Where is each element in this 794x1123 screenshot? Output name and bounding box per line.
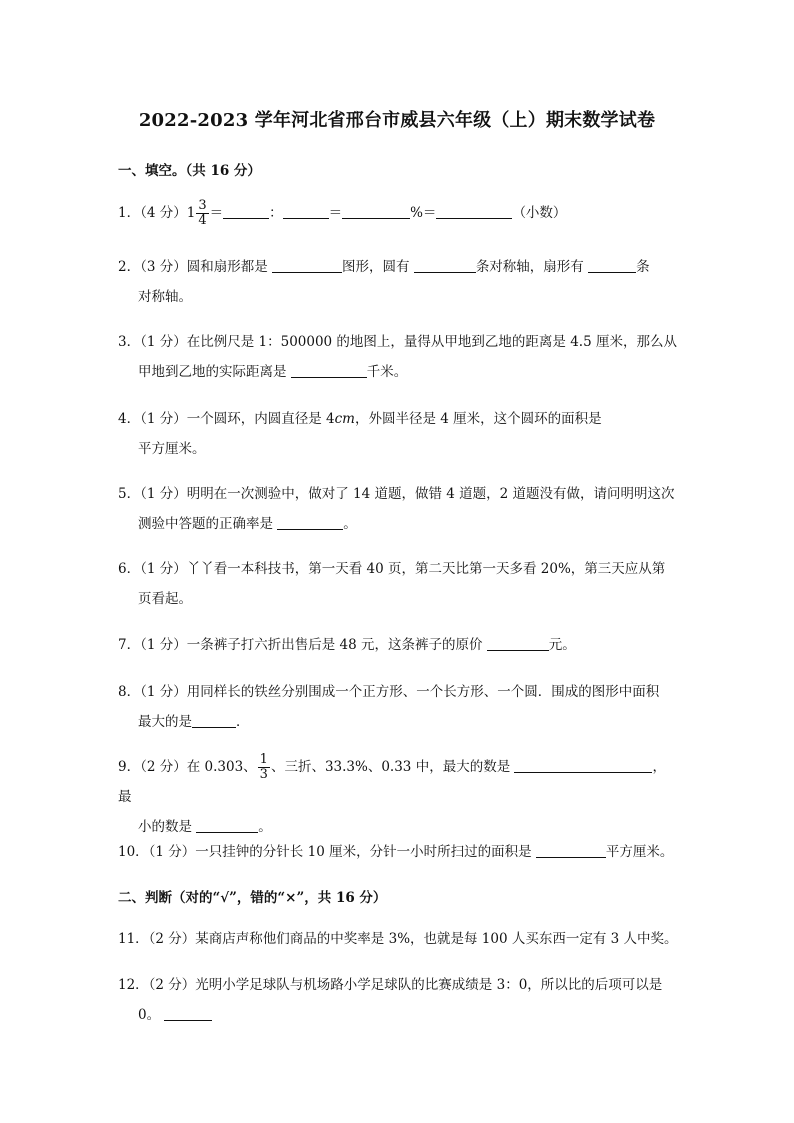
question-10-text: 10．（1 分）一只挂钟的分针长 10 厘米，分针一小时所扫过的面积是 xyxy=(118,844,536,860)
question-3-text: 3．（1 分）在比例尺是 1：500000 的地图上，量得从甲地到乙地的距离是 4.5 厘米，那么从 xyxy=(118,334,677,350)
question-9-text: 。 xyxy=(258,819,272,835)
ratio-colon: ： xyxy=(269,205,283,221)
question-7-text: 7．（1 分）一条裤子打六折出售后是 48 元，这条裤子的原价 xyxy=(118,637,487,653)
section-heading-fill-in: 一、填空。（共 16 分） xyxy=(118,163,261,179)
question-5-text: 5．（1 分）明明在一次测验中，做对了 14 道题，做错 4 道题，2 道题没有做，请问明明这次 xyxy=(118,486,675,502)
question-5 xyxy=(118,479,678,539)
question-6-line-2: 页看起。 xyxy=(138,591,192,607)
answer-blank[interactable] xyxy=(277,514,343,530)
question-6-text: 6．（1 分）丫丫看一本科技书，第一天看 40 页，第二天比第一天多看 20%，第三天应从第 xyxy=(118,561,666,577)
question-8-text: 最大的是 xyxy=(138,714,192,730)
question-2-text: 条 xyxy=(636,259,650,275)
question-12 xyxy=(118,970,678,1030)
answer-blank[interactable] xyxy=(291,362,367,378)
answer-blank[interactable] xyxy=(436,203,512,219)
answer-blank[interactable] xyxy=(414,257,476,273)
answer-blank[interactable] xyxy=(164,1005,212,1021)
question-4-text: ，外圆半径是 4 厘米，这个圆环的面积是 xyxy=(354,411,602,427)
fraction-one-third xyxy=(258,753,270,782)
answer-blank[interactable] xyxy=(342,203,410,219)
answer-blank[interactable] xyxy=(536,842,606,858)
answer-blank[interactable] xyxy=(192,712,236,728)
question-8-text: ． xyxy=(236,714,250,730)
answer-blank[interactable] xyxy=(588,257,636,273)
question-7-text: 元。 xyxy=(548,637,576,653)
exam-title: 2022-2023 学年河北省邢台市威县六年级（上）期末数学试卷 xyxy=(138,110,656,131)
fraction-denominator: 4 xyxy=(198,213,207,228)
question-4-line-2: 平方厘米。 xyxy=(138,441,206,457)
fraction-numerator: 3 xyxy=(198,198,207,213)
fraction-numerator: 1 xyxy=(259,752,268,767)
question-9-text: 、三折、33.3%、0.33 中，最大的数是 xyxy=(270,759,515,775)
question-5-text: 。 xyxy=(343,516,357,532)
question-10 xyxy=(118,837,678,867)
question-5-text: 测验中答题的正确率是 xyxy=(138,516,278,532)
percent-equals: %＝ xyxy=(410,205,437,221)
question-4-text: 4．（1 分）一个圆环，内圆直径是 4 xyxy=(118,411,335,427)
question-11-text: 11．（2 分）某商店声称他们商品的中奖率是 3%，也就是每 100 人买东西一定有 3 人中奖。 xyxy=(118,931,678,947)
question-12-text: 0。 xyxy=(138,1007,165,1023)
question-2-line-2: 对称轴。 xyxy=(138,289,192,305)
question-8-text: 8．（1 分）用同样长的铁丝分别围成一个正方形、一个长方形、一个圆．围成的图形中面积 xyxy=(118,684,660,700)
question-1-prefix: 1．（4 分） xyxy=(118,205,187,221)
unit-cm: cm xyxy=(334,411,355,427)
question-3-text: 甲地到乙地的实际距离是 xyxy=(138,364,291,380)
question-12-text: 12．（2 分）光明小学足球队与机场路小学足球队的比赛成绩是 3：0，所以比的后项可以是 xyxy=(118,977,663,993)
question-10-text: 平方厘米。 xyxy=(605,844,674,860)
question-11 xyxy=(118,924,678,954)
decimal-note: （小数） xyxy=(512,205,567,221)
answer-blank[interactable] xyxy=(514,757,652,773)
equals-sign: ＝ xyxy=(328,205,343,221)
question-9-text: 9．（2 分）在 0.303、 xyxy=(118,759,257,775)
fraction-three-quarters xyxy=(196,199,208,228)
answer-blank[interactable] xyxy=(487,635,549,651)
question-2-text: 图形，圆有 xyxy=(342,259,414,275)
question-6 xyxy=(118,554,678,614)
fraction-denominator: 3 xyxy=(259,767,268,782)
answer-blank[interactable] xyxy=(272,257,342,273)
answer-blank[interactable] xyxy=(223,203,269,219)
mixed-number-whole: 1 xyxy=(186,205,196,221)
question-2 xyxy=(118,252,678,312)
question-1 xyxy=(118,198,678,228)
question-9-text: 小的数是 xyxy=(138,819,197,835)
question-3-text: 千米。 xyxy=(366,364,408,380)
question-9 xyxy=(118,752,678,842)
answer-blank[interactable] xyxy=(196,817,258,833)
equals-sign: ＝ xyxy=(209,205,224,221)
section-heading-true-false: 二、判断（对的“√”，错的“×”，共 16 分） xyxy=(118,890,387,906)
question-7 xyxy=(118,630,678,660)
question-8 xyxy=(118,677,678,737)
question-3 xyxy=(118,327,678,387)
question-9-text: ，最 xyxy=(118,759,666,805)
question-2-text: 2．（3 分）圆和扇形都是 xyxy=(118,259,273,275)
question-2-text: 条对称轴，扇形有 xyxy=(475,259,589,275)
answer-blank[interactable] xyxy=(283,203,329,219)
question-4 xyxy=(118,404,678,464)
